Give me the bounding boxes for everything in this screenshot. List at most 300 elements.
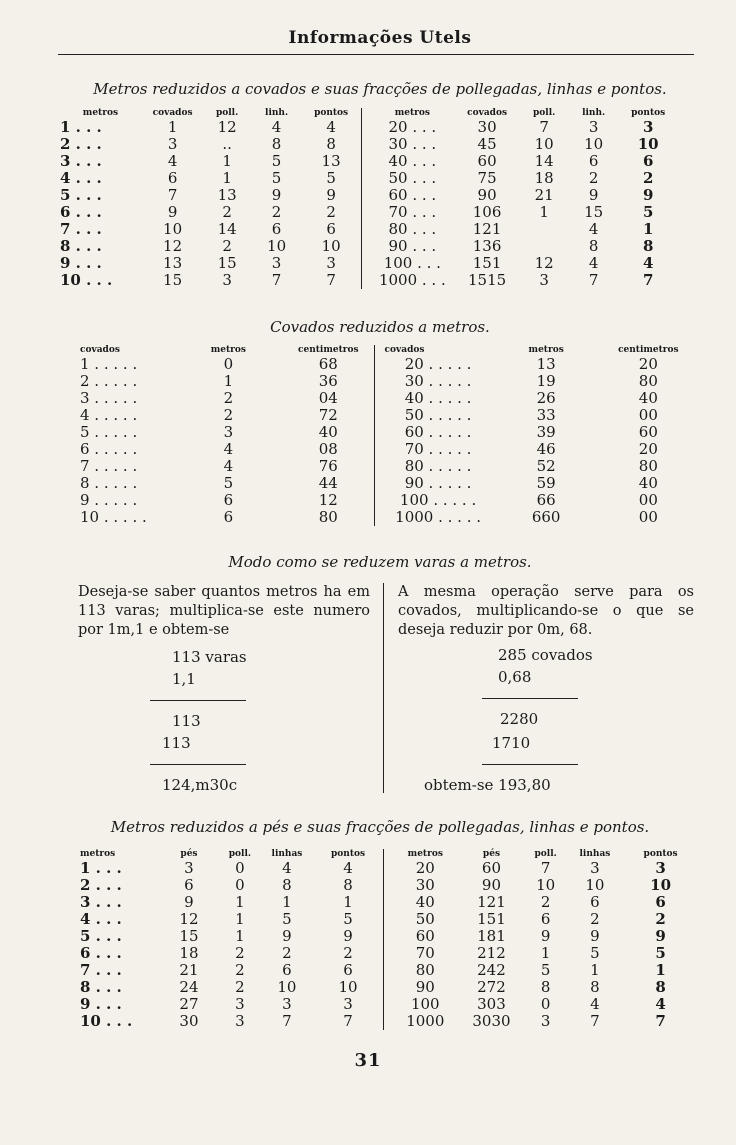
table-cell: 3 . . . bbox=[80, 893, 122, 911]
table-cell: 10 bbox=[534, 135, 554, 153]
table-cell: 6 bbox=[655, 893, 666, 911]
table-cell: 75 bbox=[477, 169, 497, 187]
table-cell: 1 bbox=[235, 927, 245, 945]
table-cell: 7 bbox=[167, 186, 178, 204]
table-cell: 60 . . . bbox=[361, 187, 454, 204]
table-row bbox=[78, 424, 698, 441]
table-cell: 9 bbox=[590, 927, 600, 945]
table-cell: 3 bbox=[282, 995, 292, 1013]
table-metros-covados bbox=[58, 108, 678, 289]
col-header: pontos bbox=[331, 849, 366, 859]
col-header: centimetros bbox=[298, 345, 359, 355]
table-cell: 52 bbox=[536, 457, 556, 475]
table-row bbox=[78, 996, 698, 1013]
table-cell: 9 bbox=[326, 186, 336, 204]
table-cell: 2 . . . . . bbox=[80, 372, 138, 390]
table-cell: 5 bbox=[540, 961, 551, 979]
table-cell: 10 . . . bbox=[60, 271, 113, 289]
table-cell: 10 bbox=[585, 876, 605, 894]
table-cell: 68 bbox=[318, 355, 338, 373]
table-cell: 18 bbox=[179, 944, 199, 962]
table-cell: 5 bbox=[223, 474, 234, 492]
table-cell: 1 bbox=[222, 169, 232, 187]
table-cell: 7 bbox=[343, 1012, 353, 1030]
table-cell: 0 bbox=[235, 859, 245, 877]
table-cell: 6 bbox=[642, 152, 654, 170]
table-cell: 10 bbox=[536, 876, 556, 894]
table-cell: 6 bbox=[282, 961, 292, 979]
table-cell: 6 bbox=[167, 169, 178, 187]
table-cell: 12 bbox=[318, 491, 338, 509]
table-cell: 5 . . . bbox=[60, 186, 102, 204]
col-header: pontos bbox=[643, 849, 678, 859]
table-cell: 15 bbox=[163, 271, 183, 289]
table-cell: 3 bbox=[588, 118, 599, 136]
table-cell: 60 bbox=[481, 859, 502, 877]
table-row bbox=[78, 962, 698, 979]
left-calc-line1: 113 varas bbox=[172, 648, 247, 666]
table-cell: 5 bbox=[271, 169, 282, 187]
table-cell: 2 bbox=[223, 389, 234, 407]
header-rule bbox=[58, 54, 694, 55]
table-cell: 10 bbox=[267, 237, 287, 255]
table-row bbox=[58, 119, 678, 136]
right-calc-line2: 0,68 bbox=[498, 668, 532, 686]
table-cell: 8 bbox=[282, 876, 292, 894]
col-header: poll. bbox=[215, 108, 239, 118]
table-cell: 4 bbox=[655, 995, 666, 1013]
table-cell: 13 bbox=[163, 254, 183, 272]
right-calc-result: obtem-se 193,80 bbox=[424, 776, 551, 794]
table-cell: 30 bbox=[179, 1012, 199, 1030]
table-cell: 2 bbox=[588, 169, 599, 187]
table-cell: 13 bbox=[321, 152, 341, 170]
table-cell: 15 bbox=[179, 927, 199, 945]
table-cell: 40 bbox=[638, 389, 658, 407]
table-cell: 7 bbox=[655, 1012, 666, 1030]
col-header: linhas bbox=[271, 849, 303, 859]
col-header: covados bbox=[80, 345, 120, 355]
table-cell: 50 bbox=[384, 911, 459, 928]
table-row bbox=[78, 441, 698, 458]
table-cell: 80 bbox=[638, 372, 658, 390]
left-calc-line2: 1,1 bbox=[172, 670, 196, 688]
table-cell: 2 bbox=[540, 893, 551, 911]
col-header: covados bbox=[152, 108, 193, 118]
table-cell: 8 bbox=[655, 978, 666, 996]
table-cell: 45 bbox=[477, 135, 497, 153]
table-cell: 3 bbox=[343, 995, 353, 1013]
table-cell: 2 bbox=[590, 910, 600, 928]
table-cell: 7 bbox=[588, 271, 599, 289]
col-header: linh. bbox=[582, 108, 606, 118]
table-cell: 6 bbox=[590, 893, 600, 911]
table-cell: 10 bbox=[277, 978, 297, 996]
table-cell: 66 bbox=[536, 491, 556, 509]
table-cell: 5 bbox=[326, 169, 336, 187]
right-explanation: A mesma operação serve para os covados, multiplicando-se o que se deseja reduzir por 0m, 68. bbox=[398, 584, 694, 638]
table-cell: 4 bbox=[167, 152, 178, 170]
table-cell: 8 bbox=[326, 135, 336, 153]
table-cell: 7 bbox=[642, 271, 654, 289]
table-cell: 60 bbox=[384, 928, 459, 945]
table-cell: 9 bbox=[540, 927, 551, 945]
table-cell: 8 bbox=[642, 237, 654, 255]
table-row bbox=[78, 390, 698, 407]
table-cell: 6 . . . bbox=[80, 944, 122, 962]
table-cell: 20 bbox=[638, 440, 658, 458]
table-cell: 8 bbox=[271, 135, 282, 153]
table-cell: 13 bbox=[536, 355, 556, 373]
table-cell: 40 bbox=[384, 894, 459, 911]
table-cell: 2 . . . bbox=[80, 876, 122, 894]
table-cell: 76 bbox=[318, 457, 338, 475]
table-cell: 1 bbox=[282, 893, 292, 911]
table-cell bbox=[519, 238, 568, 255]
table-cell: 9 bbox=[184, 893, 194, 911]
col-header: poll. bbox=[533, 108, 556, 118]
table-cell: 1 bbox=[222, 152, 232, 170]
table-row bbox=[78, 407, 698, 424]
col-header: metros bbox=[361, 108, 454, 119]
table-cell: 00 bbox=[638, 406, 658, 424]
table-cell: 2 bbox=[271, 203, 282, 221]
table-cell: 2 bbox=[235, 944, 245, 962]
col-header: pontos bbox=[314, 108, 349, 118]
table-cell: 7 bbox=[271, 271, 282, 289]
section4-title: Metros reduzidos a pés e suas fracções de pollegadas, linhas e pontos. bbox=[110, 818, 650, 836]
table-cell: 80 bbox=[384, 962, 459, 979]
table-cell: 3 . . . . . bbox=[80, 389, 138, 407]
table-cell: 70 . . . bbox=[361, 204, 454, 221]
table-cell: 10 bbox=[584, 135, 604, 153]
table-cell: 3 bbox=[326, 254, 336, 272]
table-row bbox=[58, 170, 678, 187]
table-cell: 8 . . . bbox=[80, 978, 122, 996]
table-cell: 2 bbox=[222, 203, 232, 221]
table-cell: 72 bbox=[318, 406, 338, 424]
table-cell: 6 bbox=[540, 910, 551, 928]
table-cell: 20 . . . bbox=[361, 119, 454, 136]
table-cell: 3 bbox=[271, 254, 282, 272]
table-cell: 18 bbox=[534, 169, 554, 187]
table-cell: 4 . . . bbox=[80, 910, 122, 928]
table-cell: 303 bbox=[477, 995, 506, 1013]
table-cell: 4 . . . bbox=[60, 169, 102, 187]
table-row bbox=[58, 187, 678, 204]
section2-title: Covados reduzidos a metros. bbox=[270, 318, 490, 336]
calc-rule bbox=[482, 764, 578, 765]
table-cell: 12 bbox=[534, 254, 554, 272]
table-cell bbox=[519, 221, 568, 238]
table-cell: 4 bbox=[223, 457, 234, 475]
table-cell: 80 bbox=[318, 508, 338, 526]
table-cell: 9 bbox=[655, 927, 666, 945]
col-header: pés bbox=[180, 849, 198, 859]
table-cell: 70 bbox=[384, 945, 459, 962]
table-cell: 2 bbox=[222, 237, 232, 255]
table-row bbox=[58, 221, 678, 238]
table-cell: 14 bbox=[217, 220, 237, 238]
table-cell: 2 bbox=[642, 169, 654, 187]
table-row bbox=[78, 1013, 698, 1030]
page-number: 31 bbox=[354, 1050, 382, 1071]
table-row bbox=[78, 945, 698, 962]
table-cell: 4 . . . . . bbox=[80, 406, 138, 424]
table-cell: 6 bbox=[271, 220, 282, 238]
table-cell: 3 bbox=[642, 118, 654, 136]
table-row bbox=[58, 238, 678, 255]
table-cell: 6 bbox=[184, 876, 194, 894]
table-cell: 50 . . . . . bbox=[374, 407, 494, 424]
table-cell: 2 bbox=[282, 944, 292, 962]
table-cell: 7 bbox=[540, 859, 551, 877]
table-cell: 3 bbox=[223, 423, 234, 441]
table-cell: 26 bbox=[536, 389, 556, 407]
col-header: linhas bbox=[579, 849, 611, 859]
right-calc-line4: 1710 bbox=[492, 734, 531, 752]
table-cell: 24 bbox=[179, 978, 199, 996]
table-row bbox=[78, 860, 698, 877]
table-cell: 4 bbox=[590, 995, 600, 1013]
table-cell: 59 bbox=[536, 474, 556, 492]
table-cell: 8 bbox=[590, 978, 600, 996]
table-header-row bbox=[78, 345, 698, 356]
col-header: metros bbox=[82, 108, 119, 118]
table-cell: 106 bbox=[472, 203, 502, 221]
table-row bbox=[78, 492, 698, 509]
table-cell: 9 . . . . . bbox=[80, 491, 138, 509]
right-calc-line3: 2280 bbox=[500, 710, 539, 728]
table-cell: 4 bbox=[642, 254, 654, 272]
col-header: metros bbox=[80, 849, 116, 859]
table-cell: 90 . . . bbox=[361, 238, 454, 255]
table-cell: 0 bbox=[223, 355, 234, 373]
table-cell: 21 bbox=[179, 961, 199, 979]
table-cell: 100 bbox=[384, 996, 459, 1013]
table-cell: 12 bbox=[163, 237, 183, 255]
calc-rule bbox=[150, 764, 246, 765]
table-row bbox=[58, 272, 678, 289]
col-header: pontos bbox=[631, 108, 666, 118]
table-cell: 21 bbox=[534, 186, 554, 204]
table-cell: 3 bbox=[655, 859, 666, 877]
table-cell: 100 . . . . . bbox=[374, 492, 494, 509]
table-cell: 3 bbox=[167, 135, 178, 153]
table-cell: 00 bbox=[638, 491, 658, 509]
table-cell: 6 bbox=[223, 508, 234, 526]
table-cell: 1 bbox=[223, 372, 234, 390]
table-cell: 10 . . . bbox=[80, 1012, 133, 1030]
table-row bbox=[78, 475, 698, 492]
table-header-row bbox=[58, 108, 678, 119]
table-cell: 0 bbox=[235, 876, 245, 894]
table-cell: 33 bbox=[536, 406, 556, 424]
section3-title: Modo como se reduzem varas a metros. bbox=[228, 553, 532, 571]
table-cell: 3030 bbox=[472, 1012, 511, 1030]
table-cell: 4 bbox=[271, 118, 282, 136]
table-cell: 10 . . . . . bbox=[80, 508, 147, 526]
table-cell: 9 . . . bbox=[60, 254, 102, 272]
table-cell: 121 bbox=[477, 893, 506, 911]
table-cell: 1 bbox=[642, 220, 654, 238]
table-cell: 80 . . . bbox=[361, 221, 454, 238]
table-cell: 90 bbox=[481, 876, 502, 894]
table-cell: 2 bbox=[235, 961, 245, 979]
table-cell: 7 bbox=[282, 1012, 292, 1030]
col-header: metros bbox=[210, 345, 246, 355]
table-cell: 9 bbox=[271, 186, 282, 204]
table-cell: 6 bbox=[223, 491, 234, 509]
table-cell: 00 bbox=[638, 508, 658, 526]
table-cell: 3 bbox=[539, 271, 549, 289]
table-cell: 8 . . . . . bbox=[80, 474, 138, 492]
table-cell: 5 . . . bbox=[80, 927, 122, 945]
table-cell: 9 . . . bbox=[80, 995, 122, 1013]
table-cell: 5 bbox=[343, 910, 353, 928]
table-cell: 0 bbox=[540, 995, 551, 1013]
table-row bbox=[78, 911, 698, 928]
table-cell: 60 bbox=[477, 152, 497, 170]
table-cell: 10 bbox=[321, 237, 341, 255]
table-cell: 80 . . . . . bbox=[374, 458, 494, 475]
table-cell: 40 bbox=[638, 474, 658, 492]
table-row bbox=[58, 255, 678, 272]
table-cell: 2 bbox=[655, 910, 666, 928]
table-cell: 3 bbox=[540, 1012, 551, 1030]
table-cell: 151 bbox=[477, 910, 506, 928]
table-cell: 100 . . . bbox=[361, 255, 454, 272]
table-cell: 5 bbox=[642, 203, 654, 221]
col-header: covados bbox=[374, 345, 494, 356]
page-header bbox=[60, 28, 700, 48]
left-calc-line3: 113 bbox=[172, 712, 201, 730]
col-header: centimetros bbox=[618, 345, 679, 355]
left-calc-result: 124,m30c bbox=[162, 776, 238, 794]
table-cell: 7 . . . bbox=[80, 961, 122, 979]
table-cell: 1 bbox=[343, 893, 353, 911]
table-cell: 30 . . . . . bbox=[374, 373, 494, 390]
table-cell: 6 bbox=[343, 961, 353, 979]
table-cell: 20 . . . . . bbox=[374, 356, 494, 373]
table-cell: 20 bbox=[384, 860, 459, 877]
table-cell: 7 bbox=[539, 118, 549, 136]
table-cell: 3 bbox=[222, 271, 232, 289]
table-cell: 13 bbox=[217, 186, 237, 204]
table-cell: 7 . . . bbox=[60, 220, 102, 238]
table-cell: 46 bbox=[536, 440, 556, 458]
table-cell: 15 bbox=[584, 203, 604, 221]
table-cell: 1 bbox=[540, 944, 551, 962]
table-cell: 6 . . . bbox=[60, 203, 102, 221]
table-cell: 10 bbox=[338, 978, 358, 996]
table-cell: 4 bbox=[326, 118, 336, 136]
table-cell: 4 bbox=[588, 254, 599, 272]
table-cell: 8 . . . bbox=[60, 237, 102, 255]
table-covados-metros bbox=[78, 345, 698, 526]
table-row bbox=[78, 373, 698, 390]
table-cell: 3 bbox=[235, 995, 245, 1013]
table-cell: 9 bbox=[167, 203, 178, 221]
table-cell: 04 bbox=[318, 389, 338, 407]
table-row bbox=[78, 509, 698, 526]
table-cell: 5 bbox=[282, 910, 292, 928]
table-cell: 5 . . . . . bbox=[80, 423, 138, 441]
table-cell: 70 . . . . . bbox=[374, 441, 494, 458]
table-cell: 1 bbox=[655, 961, 666, 979]
table-header-row bbox=[78, 849, 698, 860]
table-cell: 2 bbox=[235, 978, 245, 996]
table-cell: 1 bbox=[590, 961, 600, 979]
table-cell: 08 bbox=[318, 440, 338, 458]
table-cell: 1 . . . bbox=[80, 859, 122, 877]
table-cell: 60 bbox=[638, 423, 658, 441]
table-row bbox=[78, 928, 698, 945]
col-header: metros bbox=[528, 345, 564, 355]
col-header: pés bbox=[482, 849, 501, 859]
table-cell: 44 bbox=[318, 474, 338, 492]
table-cell: 9 bbox=[343, 927, 353, 945]
table-cell: 50 . . . bbox=[361, 170, 454, 187]
col-header: covados bbox=[467, 108, 508, 118]
table-cell: 1 bbox=[539, 203, 549, 221]
table-cell: 8 bbox=[588, 237, 599, 255]
col-header: poll. bbox=[228, 849, 252, 859]
table-cell: 1 . . . bbox=[60, 118, 102, 136]
table-cell: 272 bbox=[477, 978, 506, 996]
calc-rule bbox=[482, 698, 578, 699]
table-row bbox=[78, 979, 698, 996]
table-cell: 8 bbox=[343, 876, 353, 894]
table-cell: 90 . . . . . bbox=[374, 475, 494, 492]
table-cell: 3 bbox=[590, 859, 600, 877]
table-cell: 10 bbox=[163, 220, 183, 238]
table-cell: 90 bbox=[477, 186, 497, 204]
table-row bbox=[78, 894, 698, 911]
table-metros-pes bbox=[78, 849, 698, 1030]
col-header: linh. bbox=[265, 108, 289, 118]
table-cell: 1 bbox=[235, 893, 245, 911]
table-cell: 15 bbox=[217, 254, 237, 272]
table-cell: 2 bbox=[326, 203, 336, 221]
table-cell: 151 bbox=[472, 254, 502, 272]
table-cell: 12 bbox=[217, 118, 237, 136]
table-cell: 10 bbox=[637, 135, 659, 153]
table-cell: 5 bbox=[271, 152, 282, 170]
table-cell: 8 bbox=[540, 978, 551, 996]
table-cell: 7 bbox=[590, 1012, 600, 1030]
table-cell: 30 bbox=[477, 118, 497, 136]
left-calc-line4: 113 bbox=[162, 734, 191, 752]
col-header: poll. bbox=[534, 849, 557, 859]
table-cell: 3 bbox=[235, 1012, 245, 1030]
table-cell: 4 bbox=[223, 440, 234, 458]
table-cell: 212 bbox=[477, 944, 506, 962]
table-cell: 3 . . . bbox=[60, 152, 102, 170]
table-cell: 4 bbox=[282, 859, 292, 877]
table-cell: 5 bbox=[590, 944, 600, 962]
table-cell: 36 bbox=[318, 372, 338, 390]
table-cell: 14 bbox=[534, 152, 554, 170]
table-cell: 1000 . . . . . bbox=[374, 509, 494, 526]
table-cell: 1 bbox=[167, 118, 178, 136]
table-cell: 2 . . . bbox=[60, 135, 102, 153]
table-cell: 4 bbox=[343, 859, 353, 877]
page-title: Informações Utels bbox=[288, 28, 472, 48]
table-cell: 2 bbox=[223, 406, 234, 424]
table-cell: 12 bbox=[179, 910, 199, 928]
table-cell: 30 . . . bbox=[361, 136, 454, 153]
